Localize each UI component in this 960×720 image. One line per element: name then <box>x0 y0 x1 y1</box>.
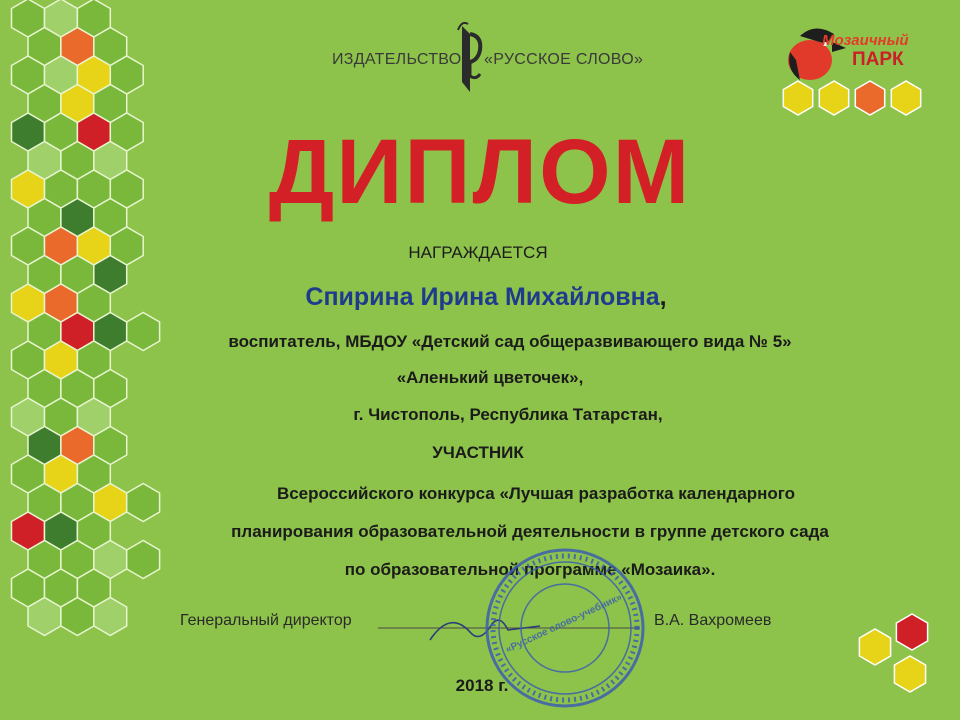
stamp-center-text: «Русское слово-учебник» <box>504 591 624 656</box>
awarded-label: НАГРАЖДАЕТСЯ <box>408 243 548 262</box>
logo-text-line2: ПАРК <box>852 49 904 70</box>
recipient-name-comma: , <box>659 283 667 311</box>
position-line-2: «Аленький цветочек», <box>396 368 584 387</box>
publisher-label-left: ИЗДАТЕЛЬСТВО <box>332 51 462 68</box>
recipient-name: Спирина Ирина Михайловна <box>305 283 660 311</box>
signatory-title: Генеральный директор <box>180 612 352 629</box>
award-role: УЧАСТНИК <box>432 443 524 462</box>
publisher-label-right: «РУССКОЕ СЛОВО» <box>484 51 644 68</box>
diploma-year: 2018 г. <box>455 676 509 695</box>
signatory-name: В.А. Вахромеев <box>654 612 772 629</box>
position-line-1: воспитатель, МБДОУ «Детский сад общеразвивающего вида № 5» <box>228 332 792 351</box>
contest-line-2: планирования образовательной деятельности в группе детского сада <box>231 522 829 541</box>
position-line-3: г. Чистополь, Республика Татарстан, <box>353 405 663 424</box>
logo-text-line1: Мозаичный <box>822 32 909 49</box>
contest-line-3: по образовательной программе «Мозаика». <box>344 560 716 579</box>
contest-line-1: Всероссийского конкурса «Лучшая разработка календарного <box>276 484 796 503</box>
diploma-title: ДИПЛОМ <box>268 121 692 223</box>
